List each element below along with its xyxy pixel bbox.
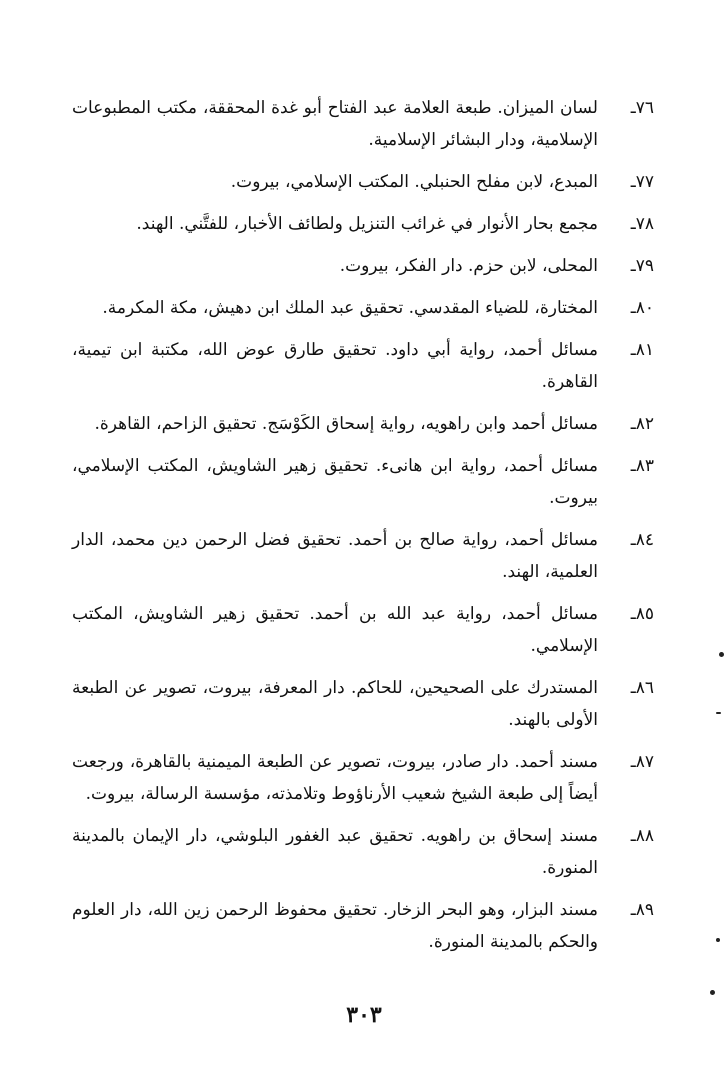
entry-number: ٨٢ـ: [630, 414, 654, 434]
scan-speck: [716, 712, 721, 714]
entry-text: المختارة، للضياء المقدسي. تحقيق عبد الملك ابن دهيش، مكة المكرمة.: [102, 298, 598, 318]
bibliography-entry: [72, 334, 654, 398]
entry-text: مسائل أحمد، رواية ابن هانىء. تحقيق زهير الشاويش، المكتب الإسلامي، بيروت.: [72, 456, 598, 508]
bibliography-entry: [72, 292, 654, 324]
entry-number: ٧٦ـ: [630, 98, 654, 118]
entry-number: ٧٧ـ: [630, 172, 654, 192]
entry-number: ٧٩ـ: [630, 256, 654, 276]
bibliography-entry: [72, 408, 654, 440]
bibliography-entry: [72, 92, 654, 156]
entry-text: المحلى، لابن حزم. دار الفكر، بيروت.: [339, 256, 598, 276]
bibliography-entry: [72, 166, 654, 198]
entry-text: مسند أحمد. دار صادر، بيروت، تصوير عن الطبعة الميمنية بالقاهرة، ورجعت أيضاً إلى طبعة الشيخ شعيب الأرناؤوط وتلامذته، مؤسسة الرسالة، بيروت.: [72, 752, 598, 804]
entry-text: مسائل أحمد، رواية أبي داود. تحقيق طارق عوض الله، مكتبة ابن تيمية، القاهرة.: [72, 340, 598, 392]
scan-speck: [716, 938, 720, 942]
entry-number: ٨٤ـ: [630, 530, 654, 550]
entry-number: ٨٧ـ: [630, 752, 654, 772]
entry-text: مسند إسحاق بن راهويه. تحقيق عبد الغفور البلوشي، دار الإيمان بالمدينة المنورة.: [72, 826, 598, 878]
bibliography-entry: [72, 672, 654, 736]
bibliography-entry: [72, 894, 654, 958]
entry-text: المستدرك على الصحيحين، للحاكم. دار المعرفة، بيروت، تصوير عن الطبعة الأولى بالهند.: [72, 678, 598, 730]
page-number: ٣٠٣: [346, 1002, 382, 1028]
bibliography-entry: [72, 598, 654, 662]
entry-number: ٨٥ـ: [630, 604, 654, 624]
bibliography-entry: [72, 450, 654, 514]
entry-text: مجمع بحار الأنوار في غرائب التنزيل ولطائف الأخبار، للفتَّني. الهند.: [136, 214, 598, 234]
entry-number: ٨٩ـ: [630, 900, 654, 920]
entry-number: ٨٠ـ: [630, 298, 654, 318]
entry-text: مسائل أحمد وابن راهويه، رواية إسحاق الكَوْسَج. تحقيق الزاحم، القاهرة.: [94, 414, 598, 434]
bibliography-entry: [72, 208, 654, 240]
entry-text: مسائل أحمد، رواية عبد الله بن أحمد. تحقيق زهير الشاويش، المكتب الإسلامي.: [72, 604, 598, 656]
entry-number: ٨٣ـ: [630, 456, 654, 476]
bibliography-entry: [72, 524, 654, 588]
scan-speck: [710, 990, 715, 995]
bibliography-list: [72, 92, 654, 968]
entry-number: ٧٨ـ: [630, 214, 654, 234]
entry-number: ٨٦ـ: [630, 678, 654, 698]
bibliography-entry: [72, 746, 654, 810]
entry-text: لسان الميزان. طبعة العلامة عبد الفتاح أبو غدة المحققة، مكتب المطبوعات الإسلامية، ودار البشائر الإسلامية.: [72, 98, 598, 150]
entry-number: ٨١ـ: [630, 340, 654, 360]
entry-number: ٨٨ـ: [630, 826, 654, 846]
scan-speck: [719, 652, 724, 657]
bibliography-entry: [72, 250, 654, 282]
entry-text: المبدع، لابن مفلح الحنبلي. المكتب الإسلامي، بيروت.: [230, 172, 598, 192]
bibliography-entry: [72, 820, 654, 884]
entry-text: مسند البزار، وهو البحر الزخار. تحقيق محفوظ الرحمن زين الله، دار العلوم والحكم بالمدينة المنورة.: [72, 900, 598, 952]
entry-text: مسائل أحمد، رواية صالح بن أحمد. تحقيق فضل الرحمن دين محمد، الدار العلمية، الهند.: [72, 530, 598, 582]
